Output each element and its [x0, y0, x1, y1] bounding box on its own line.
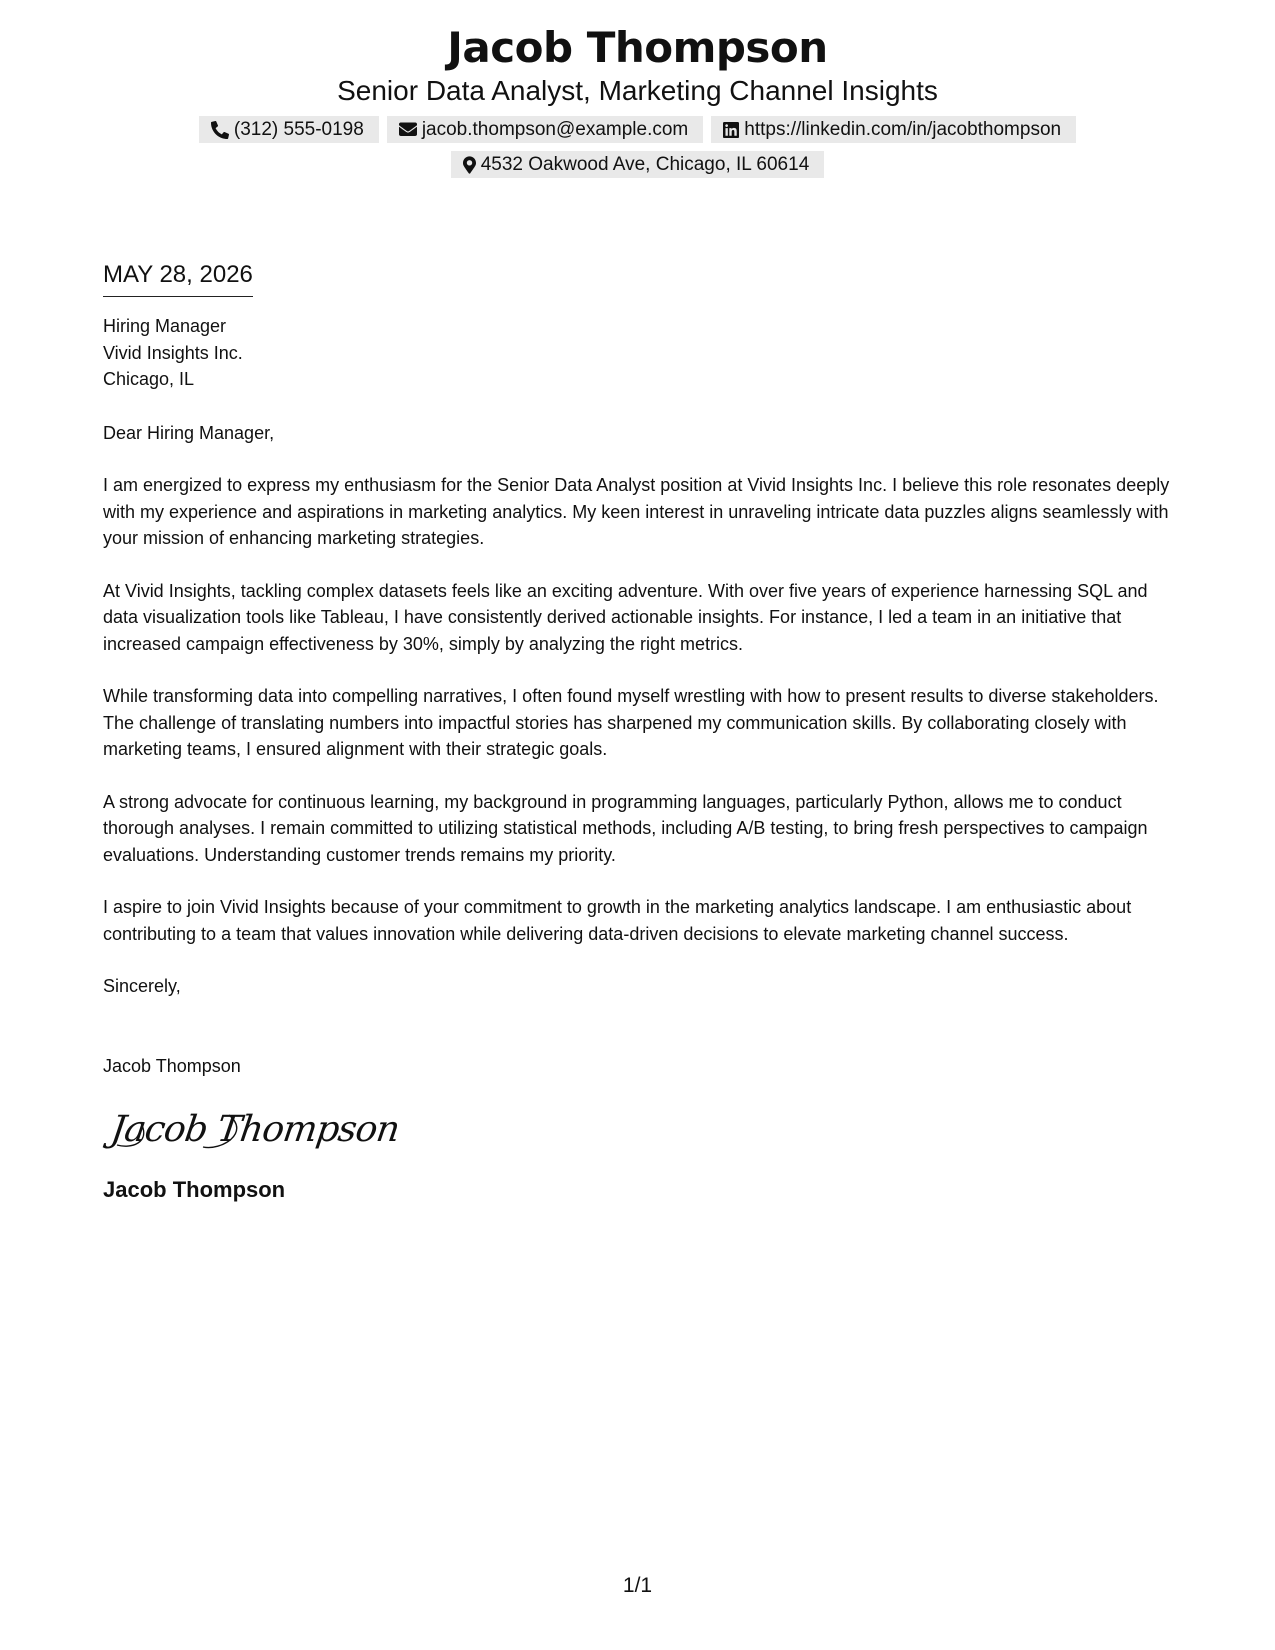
footer-name: Jacob Thompson [103, 1177, 286, 1202]
envelope-icon [399, 122, 417, 137]
contact-address-text: 4532 Oakwood Ave, Chicago, IL 60614 [480, 154, 810, 175]
body-paragraph: I am energized to express my enthusiasm for the Senior Data Analyst position at Vivid Insights Inc. I believe this role resonates deeply with my experience and aspirations in marketing analytics. My keen interest in unraveling intricate data puzzles aligns seamlessly with your mission of enhancing marketing strategies. [103, 475, 1170, 548]
closing: Sincerely, [103, 976, 181, 996]
recipient-line: Hiring Manager [103, 316, 227, 336]
contact-phone-text: (312) 555-0198 [233, 119, 364, 140]
contact-address [451, 151, 825, 178]
body-paragraph: While transforming data into compelling narratives, I often found myself wrestling with how to present results to diverse stakeholders. The challenge of translating numbers into impactful stories has sharpened my communication skills. By collaborating closely with marketing teams, I ensured alignment with their strategic goals. [103, 686, 1159, 759]
contact-linkedin-text: https://linkedin.com/in/jacobthompson [744, 119, 1062, 140]
contact-row-primary [0, 116, 1275, 143]
svg-text:Jacob Thompson: Jacob Thompson [108, 1107, 402, 1150]
phone-icon [211, 121, 229, 139]
recipient-line: Vivid Insights Inc. [103, 342, 243, 363]
recipient-block [103, 313, 1183, 393]
map-marker-icon [463, 156, 476, 174]
signer-name: Jacob Thompson [103, 1055, 241, 1076]
body-paragraph: A strong advocate for continuous learning, my background in programming languages, particularly Python, allows me to conduct thorough analyses. I remain committed to utilizing statistical methods, including A/B testing, to bring fresh perspectives to campaign evaluations. Understanding customer trends remains my priority. [103, 791, 1148, 865]
recipient-line: Chicago, IL [103, 369, 195, 389]
letter-date: MAY 28, 2026 [103, 258, 253, 297]
salutation: Dear Hiring Manager, [103, 422, 275, 443]
body-paragraph: I aspire to join Vivid Insights because of your commitment to growth in the marketing analytics landscape. I am enthusiastic about contributing to a team that values innovation while delivering data-driven decisions to elevate marketing channel success. [103, 897, 1132, 944]
contact-email-text: jacob.thompson@example.com [421, 119, 689, 140]
linkedin-icon [723, 122, 739, 138]
letter-body [103, 258, 1183, 1205]
letter-header [0, 22, 1275, 178]
contact-row-secondary [0, 151, 1275, 178]
contact-phone[interactable] [199, 116, 379, 143]
page-number: 1/1 [622, 1574, 653, 1597]
contact-linkedin[interactable] [711, 116, 1076, 143]
applicant-title: Senior Data Analyst, Marketing Channel Insights [337, 75, 938, 106]
contact-email[interactable] [387, 116, 703, 143]
handwritten-signature [108, 1103, 1183, 1155]
body-paragraph: At Vivid Insights, tackling complex datasets feels like an exciting adventure. With over five years of experience harnessing SQL and data visualization tools like Tableau, I have consistently derived actionable insights. For instance, I led a team in an initiative that increased campaign effectiveness by 30%, simply by analyzing the right metrics. [103, 580, 1148, 654]
applicant-name: Jacob Thompson [447, 23, 828, 72]
